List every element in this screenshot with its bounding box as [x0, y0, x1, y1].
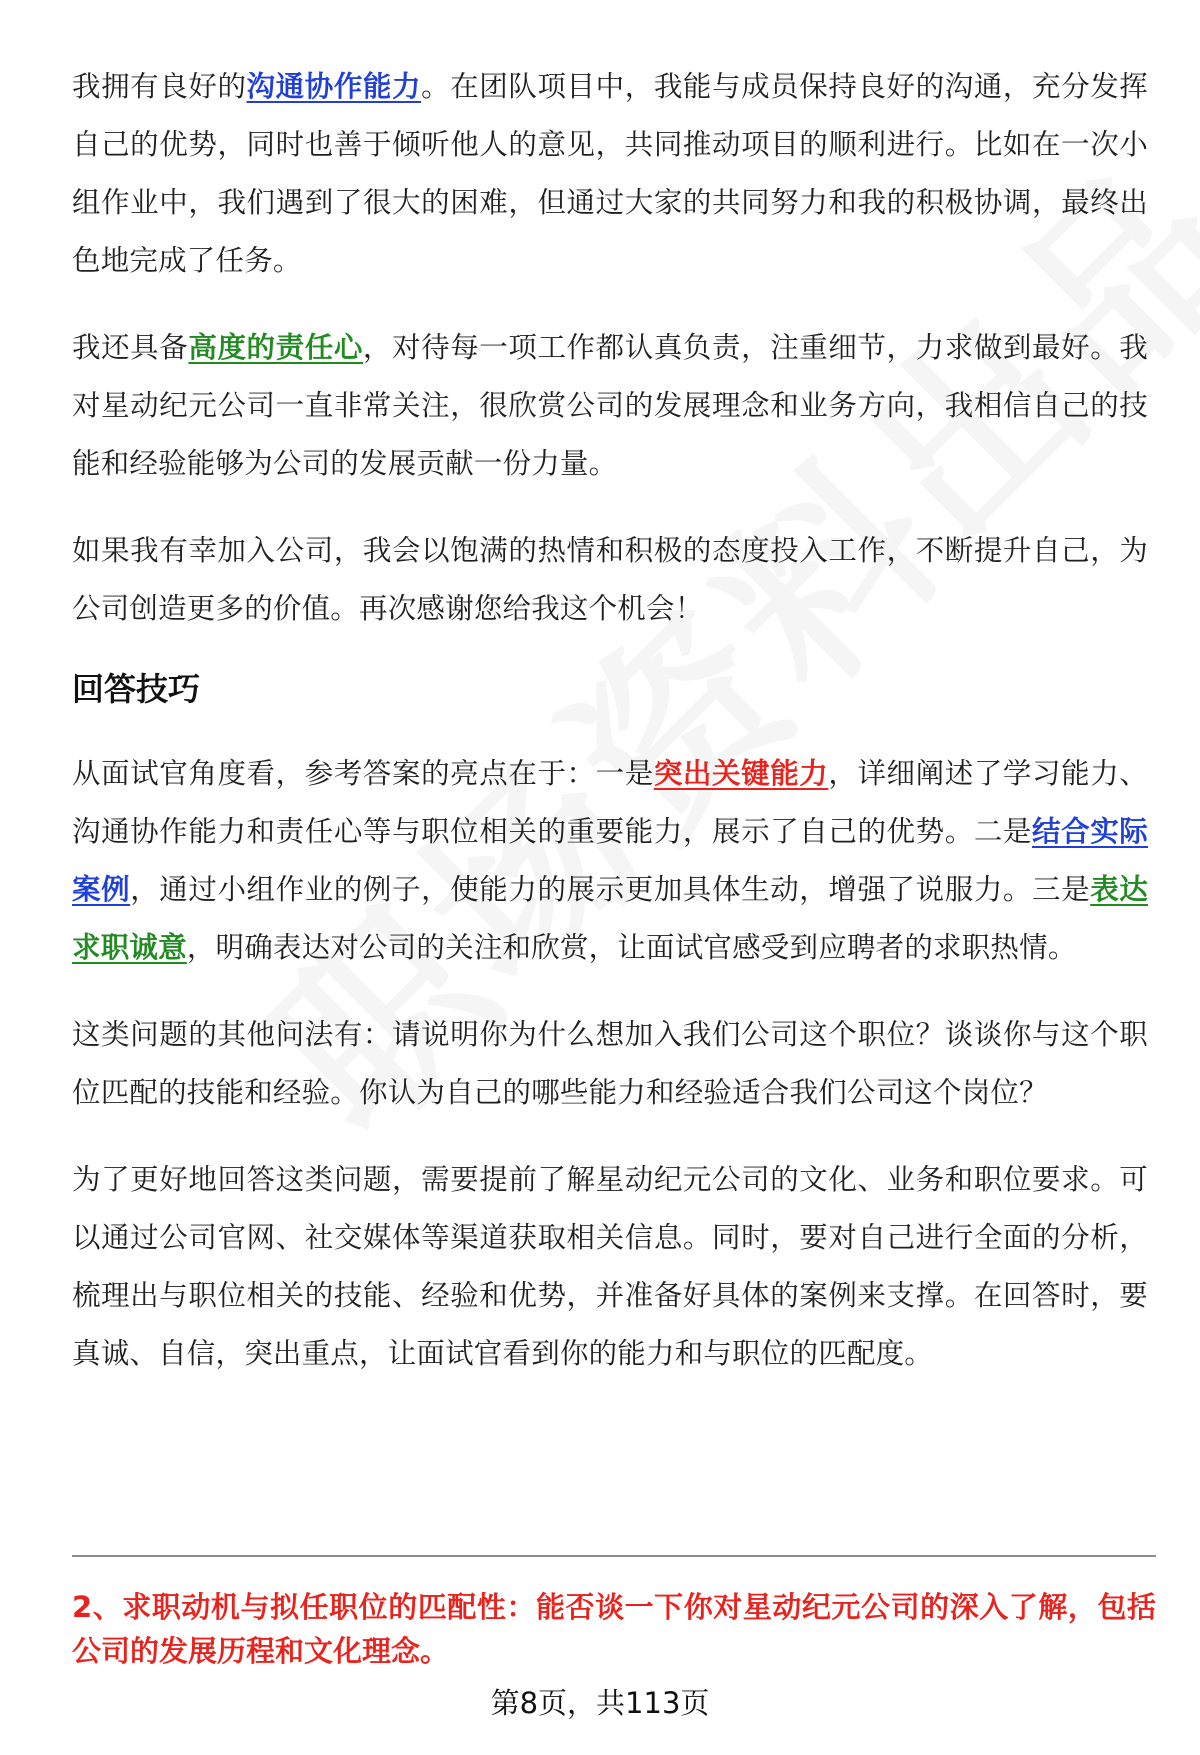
paragraph-alternatives: 这类问题的其他问法有：请说明你为什么想加入我们公司这个职位？谈谈你与这个职位匹配的技能和经验。你认为自己的哪些能力和经验适合我们公司这个岗位？	[72, 1018, 1148, 1109]
highlight-real-case: 结合实际案例	[72, 815, 1148, 906]
paragraph-responsibility	[72, 319, 1148, 493]
paragraph-communication	[72, 58, 1148, 290]
highlight-responsibility: 高度的责任心	[188, 331, 363, 364]
highlight-sincerity: 表达求职诚意	[72, 873, 1148, 964]
section-heading: 回答技巧	[72, 670, 201, 708]
paragraph-tips	[72, 745, 1148, 977]
text: ，明确表达对公司的关注和欣赏，让面试官感受到应聘者的求职热情。	[186, 931, 1077, 964]
question-heading: 2、求职动机与拟任职位的匹配性：能否谈一下你对星动纪元公司的深入了解，包括公司的发展历程和文化理念。	[72, 1590, 1156, 1668]
text: 我拥有良好的	[72, 70, 247, 103]
text: ，详细阐述了学习能力、沟通协作能力和责任心等与职位相关的重要能力，展示了自己的优势。二是	[72, 757, 1148, 848]
paragraph-preparation: 为了更好地回答这类问题，需要提前了解星动纪元公司的文化、业务和职位要求。可以通过公司官网、社交媒体等渠道获取相关信息。同时，要对自己进行全面的分析，梳理出与职位相关的技能、经验和优势，并准备好具体的案例来支撑。在回答时，要真诚、自信，突出重点，让面试官看到你的能力和与职位的匹配度。	[72, 1163, 1148, 1370]
page-number: 第8页，共113页	[490, 1686, 710, 1720]
text: 。在团队项目中，我能与成员保持良好的沟通，充分发挥自己的优势，同时也善于倾听他人的意见，共同推动项目的顺利进行。比如在一次小组作业中，我们遇到了很大的困难，但通过大家的共同努力和我的积极协调，最终出色地完成了任务。	[72, 70, 1148, 277]
paragraph-closing: 如果我有幸加入公司，我会以饱满的热情和积极的态度投入工作，不断提升自己，为公司创造更多的价值。再次感谢您给我这个机会！	[72, 534, 1148, 625]
text: 我还具备	[72, 331, 189, 364]
highlight-key-ability: 突出关键能力	[653, 757, 829, 790]
highlight-communication: 沟通协作能力	[246, 70, 422, 103]
divider	[72, 1555, 1156, 1557]
text: ，对待每一项工作都认真负责，注重细节，力求做到最好。我对星动纪元公司一直非常关注，很欣赏公司的发展理念和业务方向，我相信自己的技能和经验能够为公司的发展贡献一份力量。	[72, 331, 1148, 480]
document-body	[72, 58, 1148, 1412]
text: ，通过小组作业的例子，使能力的展示更加具体生动，增强了说服力。三是	[130, 873, 1091, 906]
text: 从面试官角度看，参考答案的亮点在于：一是	[72, 757, 654, 790]
